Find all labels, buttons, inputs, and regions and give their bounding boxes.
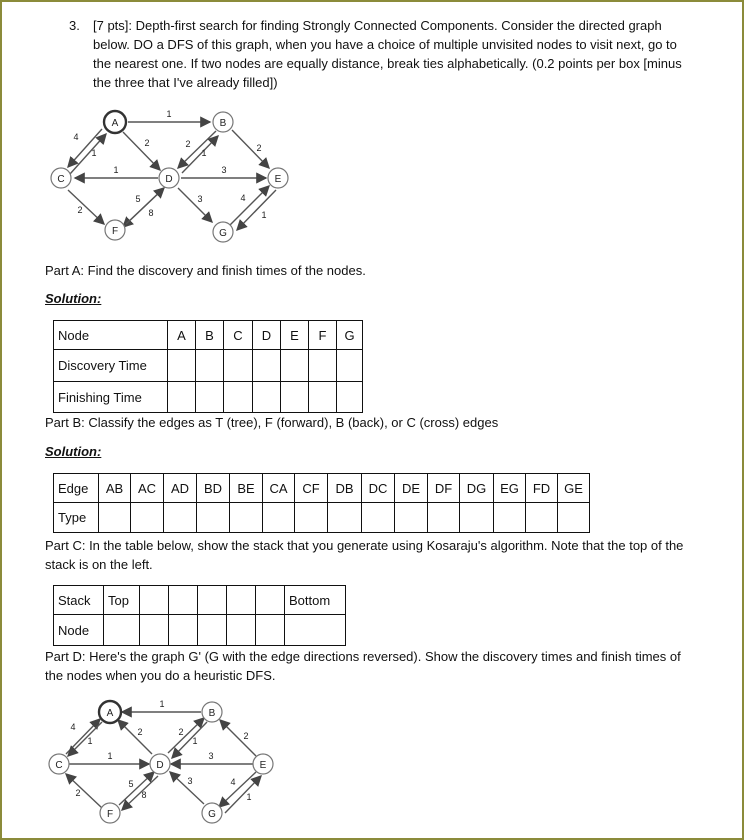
node-col-f: F	[309, 321, 337, 350]
reversed-graph	[38, 692, 338, 832]
edge-db	[168, 718, 204, 753]
weight-db: 1	[201, 148, 207, 158]
edge-col: AC	[131, 474, 164, 503]
node-d	[150, 754, 170, 774]
weight-eg: 1	[261, 210, 267, 220]
weight-eg: 1	[246, 792, 252, 802]
edge-dg	[178, 188, 212, 222]
node-e	[268, 168, 288, 188]
svg-text:E: E	[274, 174, 282, 185]
weight-fd: 8	[141, 790, 147, 800]
edge-fc	[68, 190, 104, 224]
table-row	[54, 321, 363, 350]
svg-text:G: G	[219, 228, 227, 239]
stack-top-label: Top	[104, 586, 140, 615]
table-row	[54, 474, 590, 503]
stack-cell	[140, 586, 169, 615]
edge-col: CF	[295, 474, 328, 503]
edge-be	[232, 130, 269, 168]
node-g	[213, 222, 233, 242]
edge-col: DC	[362, 474, 395, 503]
edge-fd	[119, 772, 154, 805]
weight-ge: 4	[230, 777, 236, 787]
answer-cell[interactable]	[362, 503, 395, 533]
part-b-prompt: Part B: Classify the edges as T (tree), F (forward), B (back), or C (cross) edges	[45, 415, 499, 430]
answer-cell[interactable]	[328, 503, 362, 533]
edge-col: EG	[494, 474, 526, 503]
edge-bd	[172, 722, 207, 758]
edge-col: AB	[99, 474, 131, 503]
weight-be: 2	[256, 143, 262, 153]
weight-bd: 2	[185, 139, 191, 149]
weight-dg: 3	[187, 776, 193, 786]
svg-text:G: G	[208, 809, 216, 820]
answer-cell[interactable]	[168, 350, 196, 382]
answer-cell[interactable]	[197, 503, 230, 533]
node-c	[49, 754, 69, 774]
weight-fc: 2	[75, 788, 81, 798]
weight-ac: 4	[70, 722, 76, 732]
weight-be: 2	[243, 731, 249, 741]
edge-eb	[220, 720, 256, 756]
finishing-time-label: Finishing Time	[54, 382, 168, 413]
weight-df: 5	[128, 779, 134, 789]
weight-ca: 1	[87, 736, 93, 746]
weight-ge: 4	[240, 193, 246, 203]
answer-cell[interactable]	[309, 382, 337, 413]
node-b	[202, 702, 222, 722]
edge-col: DB	[328, 474, 362, 503]
stack-cell	[227, 586, 256, 615]
answer-cell[interactable]	[281, 350, 309, 382]
weight-de: 3	[208, 751, 214, 761]
edge-classification-table	[53, 473, 590, 533]
node-col-b: B	[196, 321, 224, 350]
node-a	[99, 701, 121, 723]
edge-col: FD	[526, 474, 558, 503]
answer-cell[interactable]	[253, 382, 281, 413]
node-e	[253, 754, 273, 774]
answer-cell[interactable]	[169, 615, 198, 646]
weight-df: 5	[135, 194, 141, 204]
answer-cell[interactable]	[309, 350, 337, 382]
svg-text:D: D	[156, 760, 164, 771]
node-b	[213, 112, 233, 132]
answer-cell[interactable]	[428, 503, 460, 533]
weight-bd: 2	[178, 727, 184, 737]
edge-col: AD	[164, 474, 197, 503]
stack-cell	[256, 586, 285, 615]
edge-col: DF	[428, 474, 460, 503]
answer-cell[interactable]	[230, 503, 263, 533]
weight-ab: 1	[159, 699, 165, 709]
table-row	[54, 350, 363, 382]
table-row	[54, 382, 363, 413]
answer-cell[interactable]	[460, 503, 494, 533]
weight-db: 1	[192, 736, 198, 746]
part-d-prompt: Part D: Here's the graph G' (G with the edge directions reversed). Show the discovery times and finish times of the nodes when you do a heuristic DFS.	[45, 649, 681, 683]
part-a-prompt: Part A: Find the discovery and finish times of the nodes.	[45, 263, 366, 278]
stack-table	[53, 585, 346, 646]
svg-text:B: B	[219, 118, 227, 129]
node-col-c: C	[224, 321, 253, 350]
weight-ad: 2	[144, 138, 150, 148]
edge-col: GE	[558, 474, 590, 503]
edge-col: DE	[395, 474, 428, 503]
answer-cell[interactable]	[526, 503, 558, 533]
answer-cell[interactable]	[395, 503, 428, 533]
edge-col: DG	[460, 474, 494, 503]
weight-dg: 3	[197, 194, 203, 204]
svg-text:A: A	[111, 118, 119, 129]
answer-cell[interactable]	[337, 382, 363, 413]
weight-ab: 1	[166, 109, 172, 119]
edge-header-cell: Edge	[54, 474, 99, 503]
stack-cell	[198, 586, 227, 615]
answer-cell[interactable]	[198, 615, 227, 646]
answer-cell[interactable]	[256, 615, 285, 646]
edge-df	[122, 776, 158, 810]
answer-cell[interactable]	[295, 503, 328, 533]
table-row	[54, 503, 590, 533]
answer-cell[interactable]	[99, 503, 131, 533]
weight-ca: 1	[91, 148, 97, 158]
answer-cell[interactable]	[168, 382, 196, 413]
node-col-g: G	[337, 321, 363, 350]
node-row-label: Node	[54, 615, 104, 646]
edge-fd	[126, 188, 164, 224]
type-row-label: Type	[54, 503, 99, 533]
answer-cell[interactable]	[281, 382, 309, 413]
svg-text:F: F	[111, 226, 119, 237]
weight-ad: 2	[137, 727, 143, 737]
answer-cell[interactable]	[104, 615, 140, 646]
node-f	[100, 803, 120, 823]
node-g	[202, 803, 222, 823]
answer-cell[interactable]	[227, 615, 256, 646]
svg-text:B: B	[208, 708, 216, 719]
node-col-a: A	[168, 321, 196, 350]
answer-cell[interactable]	[337, 350, 363, 382]
weight-cd: 1	[113, 165, 119, 175]
edge-col: BE	[230, 474, 263, 503]
answer-cell[interactable]	[224, 382, 253, 413]
weight-de: 3	[221, 165, 227, 175]
node-d	[159, 168, 179, 188]
svg-text:D: D	[165, 174, 173, 185]
answer-cell[interactable]	[131, 503, 164, 533]
answer-cell[interactable]	[285, 615, 346, 646]
answer-cell[interactable]	[558, 503, 590, 533]
question-number: 3.	[69, 18, 80, 33]
weight-fd: 8	[148, 208, 154, 218]
svg-text:E: E	[259, 760, 267, 771]
discovery-finish-table	[53, 320, 363, 413]
part-c-prompt: Part C: In the table below, show the stack that you generate using Kosaraju's algorithm. Note that the top of the stack is on the left.	[45, 538, 684, 572]
edge-da	[118, 720, 152, 754]
question-block	[69, 16, 692, 92]
node-f	[105, 220, 125, 240]
part-b-solution-label: Solution:	[45, 444, 102, 459]
answer-cell[interactable]	[196, 382, 224, 413]
question-text: [7 pts]: Depth-first search for finding Strongly Connected Components. Consider the directed graph below. DO a DFS of this graph, when you have a choice of multiple unvisited nodes to visit next, go to the nearest one. If two nodes are equally distance, break ties alphabetically. (0.2 points per box [minus the three that I've already filled])	[93, 18, 682, 90]
stack-header-cell: Stack	[54, 586, 104, 615]
answer-cell[interactable]	[263, 503, 295, 533]
edge-bd	[178, 131, 216, 168]
svg-text:C: C	[57, 174, 65, 185]
node-col-d: D	[253, 321, 281, 350]
answer-cell[interactable]	[253, 350, 281, 382]
table-row	[54, 586, 346, 615]
edge-col: BD	[197, 474, 230, 503]
svg-text:A: A	[106, 708, 114, 719]
svg-text:F: F	[106, 809, 114, 820]
answer-cell[interactable]	[494, 503, 526, 533]
edge-ad	[123, 132, 160, 170]
node-col-e: E	[281, 321, 309, 350]
node-a	[104, 111, 126, 133]
answer-cell[interactable]	[196, 350, 224, 382]
weight-cd: 1	[107, 751, 113, 761]
answer-cell[interactable]	[140, 615, 169, 646]
weight-ac: 4	[73, 132, 79, 142]
part-a-solution-label: Solution:	[45, 291, 102, 306]
answer-cell[interactable]	[224, 350, 253, 382]
table-row	[54, 615, 346, 646]
node-c	[51, 168, 71, 188]
answer-cell[interactable]	[164, 503, 197, 533]
svg-text:C: C	[55, 760, 63, 771]
edge-col: CA	[263, 474, 295, 503]
edge-cf	[66, 774, 102, 808]
stack-cell	[169, 586, 198, 615]
node-header-cell: Node	[54, 321, 168, 350]
directed-graph	[40, 100, 340, 250]
weight-fc: 2	[77, 205, 83, 215]
discovery-time-label: Discovery Time	[54, 350, 168, 382]
stack-bottom-label: Bottom	[285, 586, 346, 615]
